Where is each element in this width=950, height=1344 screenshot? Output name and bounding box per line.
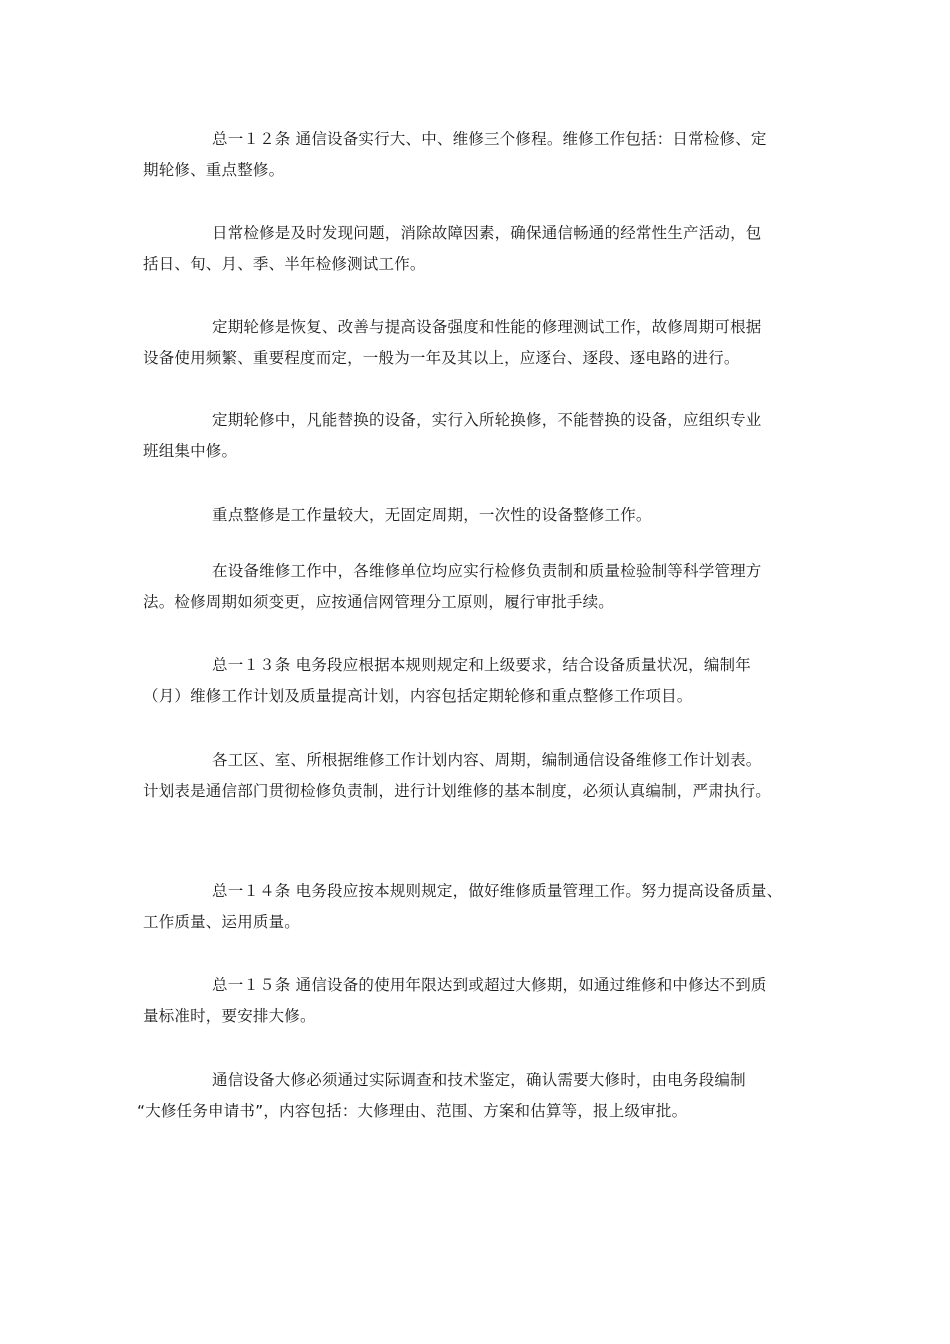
paragraph-line: 日常检修是及时发现问题，消除故障因素，确保通信畅通的经常性生产活动，包 — [212, 224, 762, 242]
paragraph-line: 在设备维修工作中，各维修单位均应实行检修负责制和质量检验制等科学管理方 — [212, 562, 762, 580]
paragraph-key-overhaul — [143, 500, 813, 531]
paragraph-periodic-rotation — [143, 312, 813, 374]
paragraph-line: 班组集中修。 — [143, 442, 238, 460]
paragraph-line: （月）维修工作计划及质量提高计划，内容包括定期轮修和重点整修工作项目。 — [143, 687, 693, 705]
paragraph-article-12 — [143, 124, 813, 186]
paragraph-line: 设备使用频繁、重要程度而定，一般为一年及其以上，应逐台、逐段、逐电路的进行。 — [143, 349, 740, 367]
paragraph-article-15 — [143, 970, 813, 1032]
paragraph-line: 各工区、室、所根据维修工作计划内容、周期，编制通信设备维修工作计划表。 — [212, 751, 762, 769]
paragraph-line: 重点整修是工作量较大，无固定周期，一次性的设备整修工作。 — [212, 506, 652, 524]
paragraph-daily-inspection — [143, 218, 813, 280]
paragraph-work-plan-table — [143, 745, 813, 807]
paragraph-line: 计划表是通信部门贯彻检修负责制，进行计划维修的基本制度，必须认真编制，严肃执行。 — [143, 782, 772, 800]
paragraph-line: 总一１５条 通信设备的使用年限达到或超过大修期，如通过维修和中修达不到质 — [212, 976, 767, 994]
paragraph-line: 量标准时，要安排大修。 — [143, 1007, 316, 1025]
paragraph-line: 期轮修、重点整修。 — [143, 161, 285, 179]
paragraph-maintenance-management — [143, 556, 813, 618]
paragraph-line: “大修任务申请书”，内容包括：大修理由、范围、方案和估算等，报上级审批。 — [137, 1102, 688, 1120]
paragraph-line: 定期轮修是恢复、改善与提高设备强度和性能的修理测试工作，故修周期可根据 — [212, 318, 762, 336]
paragraph-overhaul-application — [137, 1065, 813, 1127]
paragraph-line: 总一１４条 电务段应按本规则规定，做好维修质量管理工作。努力提高设备质量、 — [212, 882, 783, 900]
paragraph-line: 总一１３条 电务段应根据本规则规定和上级要求，结合设备质量状况，编制年 — [212, 656, 751, 674]
paragraph-line: 法。检修周期如须变更，应按通信网管理分工原则，履行审批手续。 — [143, 593, 615, 611]
paragraph-line: 工作质量、运用质量。 — [143, 913, 301, 931]
paragraph-line: 通信设备大修必须通过实际调查和技术鉴定，确认需要大修时，由电务段编制 — [212, 1071, 746, 1089]
paragraph-line: 总一１２条 通信设备实行大、中、维修三个修程。维修工作包括：日常检修、定 — [212, 130, 767, 148]
paragraph-rotation-replacement — [143, 405, 813, 467]
paragraph-article-14 — [143, 876, 813, 938]
paragraph-article-13 — [143, 650, 813, 712]
paragraph-line: 括日、旬、月、季、半年检修测试工作。 — [143, 255, 426, 273]
paragraph-line: 定期轮修中，凡能替换的设备，实行入所轮换修，不能替换的设备，应组织专业 — [212, 411, 762, 429]
